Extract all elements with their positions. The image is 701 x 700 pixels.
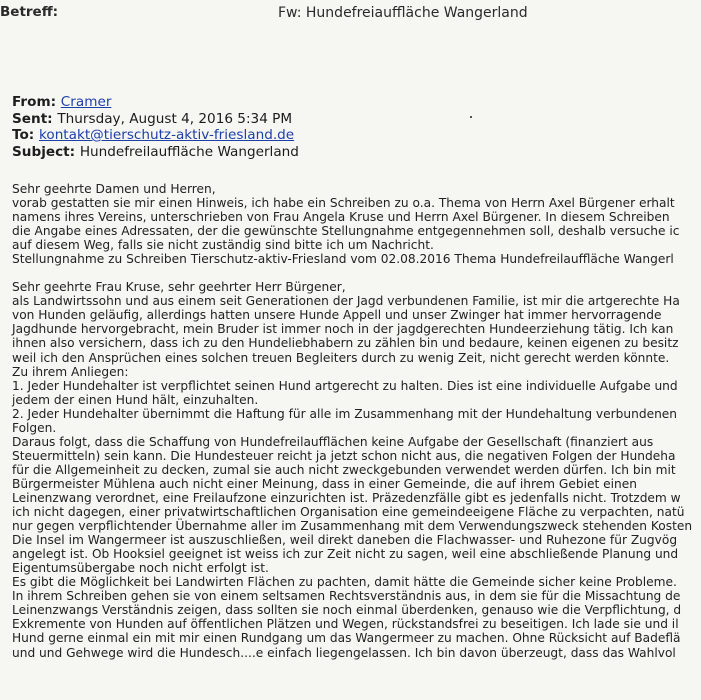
body-line: Leinenzwangs Verständnis zeigen, dass sollten sie noch einmal überdenken, genauso wie die Verpflichtung, d (12, 603, 682, 618)
body-line: Daraus folgt, dass die Schaffung von Hundefreilaufflächen keine Aufgabe der Gesellschaft (finanziert aus (12, 434, 654, 449)
body-line: Zu ihrem Anliegen: (12, 364, 129, 379)
sent-label: Sent: (12, 110, 58, 127)
scan-speck (470, 116, 472, 118)
body-line: Exkremente von Hunden auf öffentlichen Plätzen und Wegen, rückstandsfrei zu beseitigen. Ich lade sie und il (12, 617, 679, 632)
body-line: Es gibt die Möglichkeit bei Landwirten Flächen zu pachten, damit hätte die Gemeinde sicher keine Probleme. (12, 575, 677, 590)
body-line: angelegt ist. Ob Hooksiel geeignet ist weiss ich zur Zeit nicht zu sagen, weil eine abschließende Planung und (12, 547, 679, 562)
body-line: Die Insel im Wangermeer ist auszuschließen, weil direkt daneben die Flachwasser- und Ruhezone für Zugvög (12, 533, 678, 548)
body-line: von Hunden geläufig, allerdings hatten unsere Hunde Appell und unser Zwinger hat immer hervorragende (12, 308, 662, 323)
body-line: ich nicht dagegen, einer privatwirtschaftlichen Organisation eine gemeindeeigene Fläche zu verpachten, natü (12, 505, 685, 520)
body-line: Sehr geehrte Damen und Herren, (12, 182, 216, 196)
paragraph-intro (12, 182, 701, 266)
body-line: namens ihres Vereins, unterschrieben von Frau Angela Kruse und Herrn Axel Bürgener. In diesem Schreiben (12, 210, 670, 225)
betreff-label: Betreff: (0, 4, 59, 20)
body-line: Folgen. (12, 420, 57, 435)
body-line: Eigentumsübergabe noch nicht erfolgt ist. (12, 561, 269, 576)
body-line: weil ich den Ansprüchen eines solchen treuen Begleiters durch zu wenig Zeit, nicht gerecht werden könnte. (12, 350, 670, 365)
body-line: Leinenzwang verordnet, eine Freilaufzone einzurichten ist. Präzedenzfälle gibt es jedenfalls nicht. Trotzdem w (12, 490, 681, 505)
to-email-link[interactable]: kontakt@tierschutz-aktiv-friesland.de (38, 127, 295, 143)
sent-row (12, 111, 299, 128)
to-label: To: (12, 127, 39, 143)
sent-value: Thursday, August 4, 2016 5:34 PM (57, 110, 293, 127)
body-line: nur gegen verpflichtender Übernahme aller im Zusammenhang mit dem Verwendungszweck stehenden Kosten (12, 519, 693, 534)
betreff-subject: Fw: Hundefreiauffläche Wangerland (278, 5, 528, 21)
body-line: und und Gehwege wird die Hundesch....e einfach liegengelassen. Ich bin davon überzeugt, dass das Wahlvol (12, 645, 676, 660)
body-line: für die Allgemeinheit zu decken, zumal sie auch nicht zweckgebunden verwendet werden dürfen. Ich bin mit (12, 462, 676, 477)
body-line: die Angabe eines Adressaten, der die gewünschte Stellungnahme entgegennehmen soll, deshalb versuche ic (12, 224, 680, 239)
from-row (12, 94, 299, 111)
from-label: From: (12, 94, 61, 110)
paragraph-main (12, 280, 701, 659)
paragraph-gap (12, 266, 701, 280)
subject-value: Hundefreilauffläche Wangerland (79, 143, 299, 160)
body-line: auf diesem Weg, falls sie nicht zuständig sind bitte ich um Nachricht. (12, 238, 434, 253)
body-line: Hund gerne einmal ein mit mir einen Rundgang um das Wangermeer zu machen. Ohne Rücksicht auf Badeflä (12, 631, 681, 646)
body-line: In ihrem Schreiben gehen sie von einem seltsamen Rechtsverständnis aus, in dem sie für die Missachtung de (12, 589, 681, 604)
to-row (12, 127, 299, 144)
body-line: Sehr geehrte Frau Kruse, sehr geehrter Herr Bürgener, (12, 280, 346, 295)
body-line: Steuermitteln) sein kann. Die Hundesteuer reicht ja jetzt schon nicht aus, die negativen Folgen der Hundeha (12, 448, 676, 463)
body-line: ihnen also versichern, dass ich zu den Hundeliebhabern zu zählen bin und bedaure, keinen eigenen zu besitz (12, 336, 679, 351)
body-line: jedem der einen Hund hält, einzuhalten. (12, 392, 259, 407)
email-header (12, 94, 299, 160)
body-line: vorab gestatten sie mir einen Hinweis, ich habe ein Schreiben zu o.a. Thema von Herrn Axel Bürgener erhalt (12, 196, 675, 211)
from-sender-link[interactable]: Cramer (60, 94, 112, 110)
body-line: Stellungnahme zu Schreiben Tierschutz-aktiv-Friesland vom 02.08.2016 Thema Hundefreilauffläche Wangerl (12, 252, 674, 267)
letter-body (12, 182, 701, 660)
body-line: 1. Jeder Hundehalter ist verpflichtet seinen Hund artgerecht zu halten. Dies ist eine individuelle Aufgabe und (12, 378, 678, 393)
body-line: 2. Jeder Hundehalter übernimmt die Haftung für alle im Zusammenhang mit der Hundehaltung verbundenen (12, 406, 678, 421)
subject-label: Subject: (12, 143, 80, 160)
body-line: als Landwirtssohn und aus einem seit Generationen der Jagd verbundenen Familie, ist mir die artgerechte Ha (12, 294, 680, 309)
body-line: Bürgermeister Mühlena auch nicht einer Meinung, dass in einer Gemeinde, die auf ihrem Gebiet einen (12, 476, 637, 491)
subject-row (12, 144, 299, 161)
body-line: Jagdhunde hervorgebracht, mein Bruder ist immer noch in der jagdgerechten Hundeerziehung tätig. Ich kan (12, 322, 674, 337)
